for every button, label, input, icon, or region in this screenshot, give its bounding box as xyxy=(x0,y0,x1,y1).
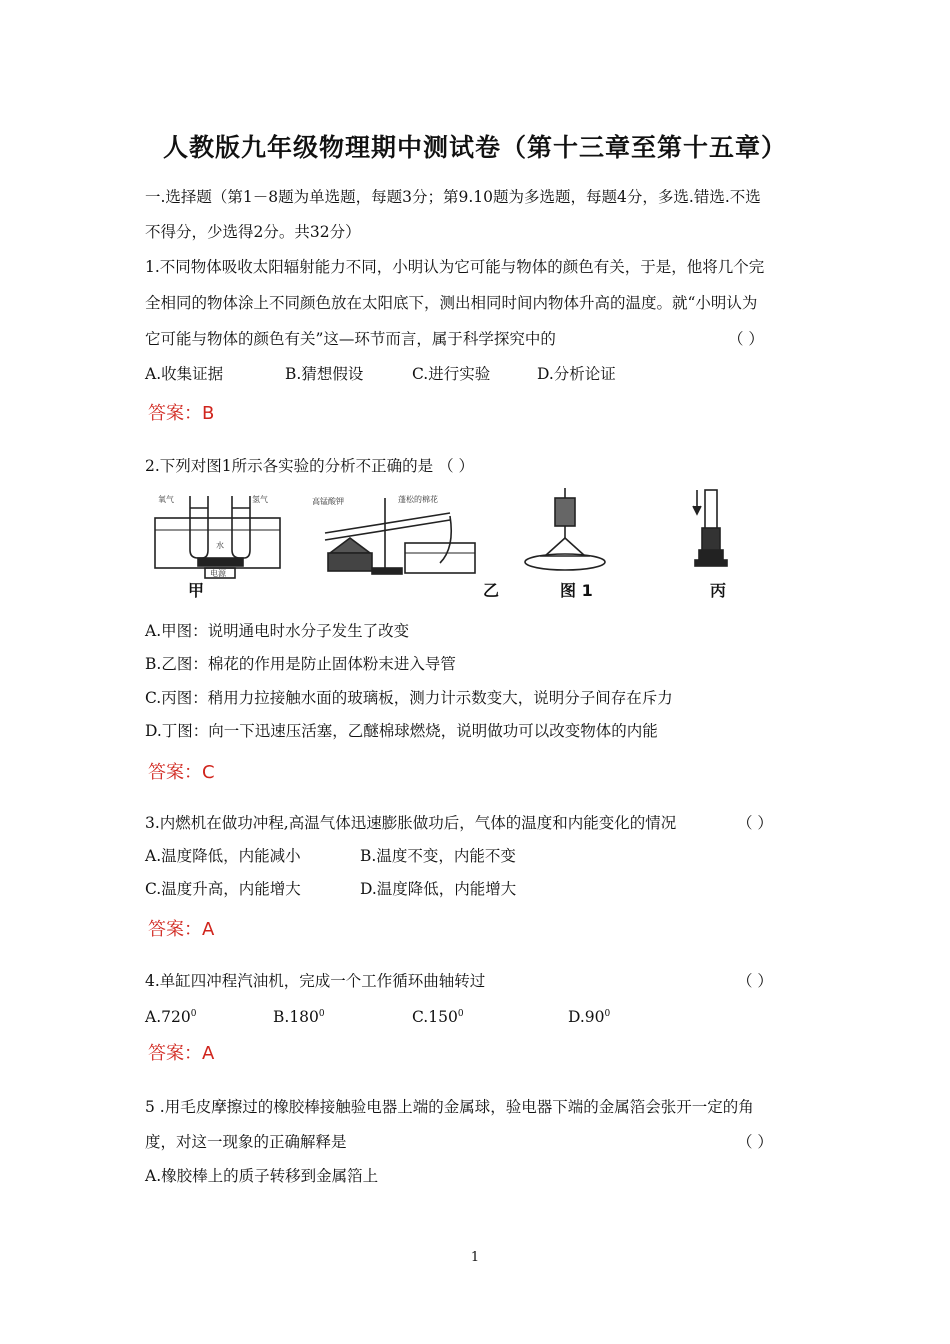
q2-answer: 答案：C xyxy=(148,762,215,783)
q1-answer-bracket: （ ） xyxy=(728,330,764,348)
q4-answer-bracket: （ ） xyxy=(737,972,773,990)
q3-option-a: A.温度降低，内能减小 xyxy=(145,847,301,865)
q2-option-c: C.丙图：稍用力拉接触水面的玻璃板，测力计示数变大，说明分子间存在斥力 xyxy=(145,689,673,707)
q2-option-d: D.丁图：向一下迅速压活塞，乙醚棉球燃烧，说明做功可以改变物体的内能 xyxy=(145,722,658,740)
q3-answer: 答案：A xyxy=(148,919,215,940)
label-water: 水 xyxy=(216,541,224,550)
figure-label-jia: 甲 xyxy=(188,581,205,600)
q1-stem-line2: 全相同的物体涂上不同颜色放在太阳底下，测出相同时间内物体升高的温度。就“小明认为 xyxy=(145,294,758,312)
section-instructions-line1: 一.选择题（第1－8题为单选题，每题3分；第9.10题为多选题，每题4分，多选.错选.不选 xyxy=(145,188,761,206)
q1-stem-line1: 1.不同物体吸收太阳辐射能力不同，小明认为它可能与物体的颜色有关，于是，他将几个完 xyxy=(145,258,765,276)
experiment-figure xyxy=(150,488,750,603)
q1-option-c: C.进行实验 xyxy=(412,365,491,383)
q1-option-b: B.猜想假设 xyxy=(285,365,364,383)
section-instructions-line2: 不得分，少选得2分。共32分） xyxy=(145,223,361,241)
q4-answer: 答案：A xyxy=(148,1043,215,1064)
spring-scale-diagram xyxy=(525,488,605,570)
q5-answer-bracket: （ ） xyxy=(737,1133,773,1151)
q5-stem-line2: 度，对这一现象的正确解释是 xyxy=(145,1133,347,1151)
kmno4-heating-diagram xyxy=(325,498,475,574)
q5-option-a: A.橡胶棒上的质子转移到金属箔上 xyxy=(145,1167,379,1185)
figure-1 xyxy=(150,488,750,603)
electrolysis-diagram xyxy=(155,496,280,578)
label-cotton: 蓬松的棉花 xyxy=(398,495,438,504)
q1-option-d: D.分析论证 xyxy=(537,365,616,383)
q1-option-a: A.收集证据 xyxy=(145,365,224,383)
q3-option-c: C.温度升高，内能增大 xyxy=(145,880,301,898)
q2-option-a: A.甲图：说明通电时水分子发生了改变 xyxy=(145,622,410,640)
q1-stem-line3: 它可能与物体的颜色有关”这—环节而言，属于科学探究中的 xyxy=(145,330,556,348)
label-oxygen: 氧气 xyxy=(158,495,174,504)
q4-option-a: A.720$^0$ xyxy=(145,1008,197,1027)
q4-option-b: B.180$^0$ xyxy=(273,1008,325,1027)
q1-answer: 答案：B xyxy=(148,403,215,424)
figure-label-tu1: 图 1 xyxy=(560,581,593,600)
page-title: 人教版九年级物理期中测试卷（第十三章至第十五章） xyxy=(162,133,787,162)
label-kmno4: 高锰酸钾 xyxy=(312,497,344,506)
fire-syringe-diagram xyxy=(693,490,727,566)
q5-stem-line1: 5 .用毛皮摩擦过的橡胶棒接触验电器上端的金属球，验电器下端的金属箔会张开一定的角 xyxy=(145,1098,754,1116)
label-hydrogen: 氢气 xyxy=(252,495,268,504)
figure-label-bing: 丙 xyxy=(710,581,727,600)
page-number: 1 xyxy=(470,1250,480,1265)
q4-option-d: $D.90^0$ xyxy=(568,1008,611,1027)
figure-label-yi: 乙 xyxy=(483,581,500,600)
q3-option-b: B.温度不变，内能不变 xyxy=(360,847,516,865)
q4-option-c: C.150$^0$ xyxy=(412,1008,464,1027)
q2-option-b: B.乙图：棉花的作用是防止固体粉末进入导管 xyxy=(145,655,456,673)
q2-stem: 2.下列对图1所示各实验的分析不正确的是 （ ） xyxy=(145,457,475,475)
label-power-supply: 电源 xyxy=(210,569,226,578)
q3-stem: 3.内燃机在做功冲程,高温气体迅速膨胀做功后，气体的温度和内能变化的情况 xyxy=(145,814,677,832)
q4-stem: 4.单缸四冲程汽油机，完成一个工作循环曲轴转过 xyxy=(145,972,486,990)
q3-option-d: D.温度降低，内能增大 xyxy=(360,880,517,898)
q3-answer-bracket: （ ） xyxy=(737,814,773,832)
